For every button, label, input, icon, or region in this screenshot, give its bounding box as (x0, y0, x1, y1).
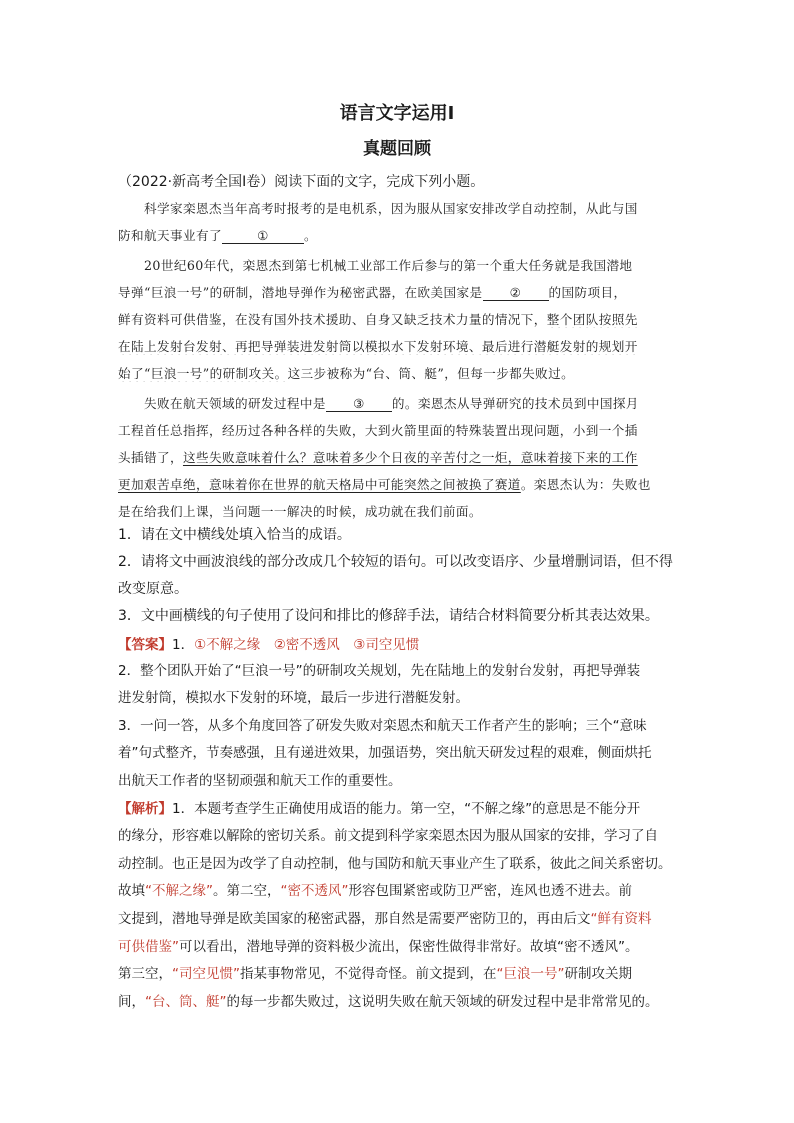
analysis-line (118, 879, 676, 899)
highlight-text: “密不透风” (280, 883, 349, 899)
passage-line (118, 336, 676, 355)
analysis-text: 间， (118, 994, 145, 1010)
passage-line: 科学家栾恩杰当年高考时报考的是电机系，因为服从国家安排改学自动控制，从此与国 (144, 201, 638, 216)
question-2: 2．请将文中画波浪线的部分改成几个较短的语句。可以改变语序、少量增删词语，但不得 (118, 554, 673, 570)
analysis-tag: 【解析】 (118, 801, 172, 817)
question-1: 1．请在文中横线处填入恰当的成语。 (118, 527, 351, 543)
analysis-text: 可以看出，潜地导弹的资料极少流出，保密性做得非常好。故填“密不透风”。 (179, 939, 639, 955)
passage-line (118, 282, 676, 301)
analysis-text: 文提到，潜地导弹是欧美国家的秘密武器，那自然是需要严密防卫的，再由后文 (118, 911, 591, 927)
analysis-line (118, 962, 676, 982)
passage-text: 的国防项目， (548, 285, 627, 300)
passage-line (118, 447, 676, 466)
analysis-line (118, 935, 676, 955)
answer-idioms: ①不解之缘 ②密不透风 ③司空见惯 (194, 637, 420, 653)
highlight-text: “台、筒、艇” (145, 994, 227, 1010)
answer-text: 1． (172, 637, 195, 653)
analysis-text: 第三空， (118, 966, 172, 982)
wavy-underlined-text: 始了“巨浪一号”的研制攻关。 (118, 366, 288, 381)
passage-text: 头插错了， (118, 450, 183, 465)
answer-line: 2．整个团队开始了“巨浪一号”的研制攻关规划，先在陆地上的发射台发射，再把导弹装 (118, 663, 641, 679)
question-2-cont: 改变原意。 (118, 581, 188, 597)
wavy-underlined-text: 在陆上发射台发射、再把导弹装进发射筒以模拟水下发射环境、最后进行潜艇发射的规划开 (118, 339, 638, 354)
answer-line: 进发射筒，模拟水下发射的环境，最后一步进行潜艇发射。 (118, 690, 469, 706)
passage-text: 的。栾恩杰从导弹研究的技术员到中国探月 (391, 396, 639, 411)
analysis-text: 故填 (118, 883, 145, 899)
analysis-text: 研制攻关期 (564, 966, 632, 982)
passage-text: 失败在航天领域的研发过程中是 (144, 396, 326, 411)
passage-line (118, 363, 676, 382)
passage-text: 鲜有资料可供借鉴，在没有国外技术援助、自身又缺乏技术力量的情况下， (118, 312, 547, 327)
highlight-text: “鲜有资料 (590, 911, 652, 927)
passage-line (118, 474, 676, 493)
passage-text: 。栾恩杰认为：失败也 (520, 477, 651, 492)
answer-line: 着”句式整齐，节奏感强，且有递进效果，加强语势，突出航天研发过程的艰难，侧面烘托 (118, 745, 652, 761)
page-title: 语言文字运用Ⅰ (339, 103, 455, 124)
analysis-line: 的缘分，形容难以解除的密切关系。前文提到科学家栾恩杰因为服从国家的安排，学习了自 (118, 828, 658, 844)
analysis-line (118, 990, 676, 1010)
highlight-text: “巨浪一号” (496, 966, 565, 982)
passage-text: 。 (303, 228, 317, 243)
analysis-text: 。第二空， (213, 883, 281, 899)
highlight-text: “不解之缘” (145, 883, 213, 899)
analysis-text: 的每一步都失败过，这说明失败在航天领域的研发过程中是非常常见的。 (226, 994, 659, 1010)
source-line: （2022·新高考全国Ⅰ卷）阅读下面的文字，完成下列小题。 (118, 174, 485, 190)
analysis-text: 1．本题考查学生正确使用成语的能力。第一空，“不解之缘”的意思是不能分开 (172, 801, 641, 817)
passage-line (118, 309, 676, 328)
answer-tag: 【答案】 (118, 637, 172, 653)
analysis-line (118, 797, 676, 817)
analysis-line: 动控制。也正是因为改学了自动控制，他与国防和航天事业产生了联系，彼此之间关系密切。 (118, 856, 672, 872)
blank-3: ③ (326, 396, 392, 412)
blank-2: ② (483, 285, 549, 301)
page-subtitle: 真题回顾 (363, 139, 431, 159)
passage-text: 导弹“巨浪一号”的研制，潜地导弹作为秘密武器，在欧美国家是 (118, 285, 483, 300)
passage-line (118, 393, 702, 412)
passage-text: 防和航天事业有了 (118, 228, 222, 243)
question-3: 3．文中画横线的句子使用了设问和排比的修辞手法，请结合材料简要分析其表达效果。 (118, 608, 659, 624)
highlight-text: “司空见惯” (172, 966, 240, 982)
underlined-text: 更加艰苦卓绝，意味着你在世界的航天格局中可能突然之间被换了赛道 (118, 477, 521, 492)
passage-line: 20世纪60年代，栾恩杰到第七机械工业部工作后参与的第一个重大任务就是我国潜地 (144, 258, 633, 273)
passage-text: 这三步被称为“台、筒、艇”，但每一步都失败过。 (287, 366, 575, 381)
underlined-text: 这些失败意味着什么？意味着多少个日夜的辛苦付之一炬，意味着接下来的工作 (182, 450, 638, 465)
answer-line (118, 633, 676, 653)
blank-1: ① (222, 228, 304, 244)
passage-line: 是在给我们上课，当问题一一解决的时候，成功就在我们前面。 (118, 504, 482, 519)
wavy-underlined-text: 整个团队按照先 (546, 312, 638, 327)
passage-line: 工程首任总指挥，经历过各种各样的失败，大到火箭里面的特殊装置出现问题，小到一个插 (118, 423, 638, 438)
analysis-text: 形容包围紧密或防卫严密，连风也透不进去。前 (348, 883, 632, 899)
analysis-text: 指某事物常见，不觉得奇怪。前文提到，在 (240, 966, 497, 982)
answer-line: 3．一问一答，从多个角度回答了研发失败对栾恩杰和航天工作者产生的影响；三个“意味 (118, 718, 647, 734)
highlight-text: 可供借鉴” (118, 939, 179, 955)
answer-line: 出航天工作者的坚韧顽强和航天工作的重要性。 (118, 773, 402, 789)
analysis-line (118, 907, 676, 927)
passage-line (118, 225, 676, 244)
